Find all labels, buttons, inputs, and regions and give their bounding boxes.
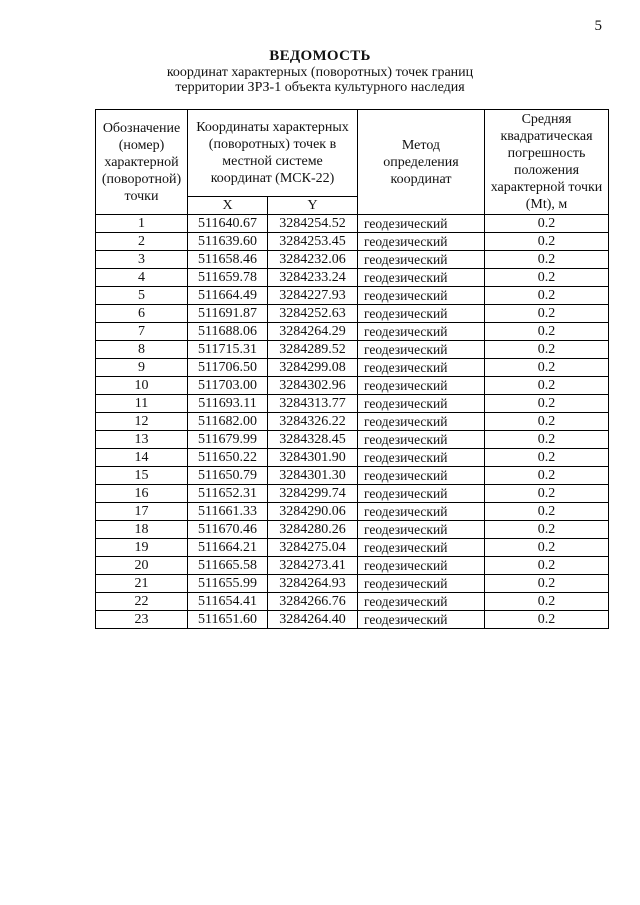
table-row bbox=[96, 449, 609, 467]
cell-accuracy: 0.2 bbox=[485, 395, 609, 413]
cell-x: 511651.60 bbox=[188, 611, 268, 629]
cell-point-number: 8 bbox=[96, 341, 188, 359]
cell-method: геодезический bbox=[358, 557, 485, 575]
cell-y: 3284264.29 bbox=[268, 323, 358, 341]
table-row bbox=[96, 323, 609, 341]
cell-method: геодезический bbox=[358, 215, 485, 233]
header-coordinates: Координаты характерных (поворотных) точек в местной системе координат (МСК-22) bbox=[188, 110, 358, 197]
cell-point-number: 11 bbox=[96, 395, 188, 413]
table-row bbox=[96, 251, 609, 269]
subtitle-line-1: координат характерных (поворотных) точек границ bbox=[166, 65, 474, 80]
cell-y: 3284232.06 bbox=[268, 251, 358, 269]
table-row bbox=[96, 539, 609, 557]
cell-method: геодезический bbox=[358, 269, 485, 287]
subtitle-line-2: территории ЗРЗ-1 объекта культурного наследия bbox=[175, 80, 465, 95]
cell-x: 511664.49 bbox=[188, 287, 268, 305]
cell-accuracy: 0.2 bbox=[485, 359, 609, 377]
cell-x: 511650.22 bbox=[188, 449, 268, 467]
cell-point-number: 10 bbox=[96, 377, 188, 395]
header-y: Y bbox=[268, 197, 358, 215]
cell-x: 511682.00 bbox=[188, 413, 268, 431]
cell-accuracy: 0.2 bbox=[485, 269, 609, 287]
cell-method: геодезический bbox=[358, 575, 485, 593]
cell-x: 511640.67 bbox=[188, 215, 268, 233]
cell-x: 511664.21 bbox=[188, 539, 268, 557]
cell-accuracy: 0.2 bbox=[485, 539, 609, 557]
table-row bbox=[96, 557, 609, 575]
cell-x: 511654.41 bbox=[188, 593, 268, 611]
cell-accuracy: 0.2 bbox=[485, 215, 609, 233]
cell-method: геодезический bbox=[358, 251, 485, 269]
cell-accuracy: 0.2 bbox=[485, 611, 609, 629]
header-accuracy: Средняя квадратическая погрешность положения характерной точки (Мt), м bbox=[485, 110, 609, 215]
cell-method: геодезический bbox=[358, 323, 485, 341]
cell-method: геодезический bbox=[358, 395, 485, 413]
cell-accuracy: 0.2 bbox=[485, 233, 609, 251]
cell-accuracy: 0.2 bbox=[485, 413, 609, 431]
cell-y: 3284264.40 bbox=[268, 611, 358, 629]
table-row bbox=[96, 359, 609, 377]
cell-accuracy: 0.2 bbox=[485, 377, 609, 395]
cell-point-number: 23 bbox=[96, 611, 188, 629]
cell-x: 511655.99 bbox=[188, 575, 268, 593]
cell-accuracy: 0.2 bbox=[485, 593, 609, 611]
table-row bbox=[96, 503, 609, 521]
cell-y: 3284233.24 bbox=[268, 269, 358, 287]
cell-accuracy: 0.2 bbox=[485, 251, 609, 269]
cell-method: геодезический bbox=[358, 593, 485, 611]
cell-y: 3284302.96 bbox=[268, 377, 358, 395]
cell-accuracy: 0.2 bbox=[485, 341, 609, 359]
cell-method: геодезический bbox=[358, 377, 485, 395]
table-row bbox=[96, 287, 609, 305]
header-method: Метод определения координат bbox=[358, 110, 485, 215]
cell-accuracy: 0.2 bbox=[485, 305, 609, 323]
cell-x: 511652.31 bbox=[188, 485, 268, 503]
cell-point-number: 21 bbox=[96, 575, 188, 593]
table-row bbox=[96, 413, 609, 431]
cell-x: 511703.00 bbox=[188, 377, 268, 395]
table-row bbox=[96, 395, 609, 413]
cell-x: 511706.50 bbox=[188, 359, 268, 377]
cell-accuracy: 0.2 bbox=[485, 503, 609, 521]
cell-point-number: 4 bbox=[96, 269, 188, 287]
table-row bbox=[96, 611, 609, 629]
cell-point-number: 1 bbox=[96, 215, 188, 233]
cell-method: геодезический bbox=[358, 611, 485, 629]
cell-point-number: 22 bbox=[96, 593, 188, 611]
cell-x: 511688.06 bbox=[188, 323, 268, 341]
table-row bbox=[96, 305, 609, 323]
cell-point-number: 15 bbox=[96, 467, 188, 485]
page-number: 5 bbox=[594, 18, 602, 34]
cell-x: 511670.46 bbox=[188, 521, 268, 539]
cell-accuracy: 0.2 bbox=[485, 431, 609, 449]
cell-method: геодезический bbox=[358, 449, 485, 467]
cell-accuracy: 0.2 bbox=[485, 449, 609, 467]
cell-point-number: 9 bbox=[96, 359, 188, 377]
cell-x: 511639.60 bbox=[188, 233, 268, 251]
coordinates-table bbox=[95, 109, 609, 629]
cell-x: 511661.33 bbox=[188, 503, 268, 521]
cell-y: 3284301.30 bbox=[268, 467, 358, 485]
table-row bbox=[96, 593, 609, 611]
cell-y: 3284328.45 bbox=[268, 431, 358, 449]
table-row bbox=[96, 575, 609, 593]
cell-point-number: 18 bbox=[96, 521, 188, 539]
cell-method: геодезический bbox=[358, 341, 485, 359]
cell-y: 3284254.52 bbox=[268, 215, 358, 233]
cell-y: 3284299.08 bbox=[268, 359, 358, 377]
cell-y: 3284289.52 bbox=[268, 341, 358, 359]
cell-method: геодезический bbox=[358, 503, 485, 521]
cell-y: 3284264.93 bbox=[268, 575, 358, 593]
table-row bbox=[96, 467, 609, 485]
table-row bbox=[96, 215, 609, 233]
cell-method: геодезический bbox=[358, 413, 485, 431]
cell-x: 511650.79 bbox=[188, 467, 268, 485]
cell-point-number: 16 bbox=[96, 485, 188, 503]
document-title: ВЕДОМОСТЬ bbox=[269, 48, 371, 64]
cell-y: 3284280.26 bbox=[268, 521, 358, 539]
cell-x: 511693.11 bbox=[188, 395, 268, 413]
cell-x: 511679.99 bbox=[188, 431, 268, 449]
cell-point-number: 3 bbox=[96, 251, 188, 269]
cell-x: 511715.31 bbox=[188, 341, 268, 359]
table-row bbox=[96, 233, 609, 251]
cell-accuracy: 0.2 bbox=[485, 521, 609, 539]
header-point: Обозначение (номер) характерной (поворотной) точки bbox=[96, 110, 188, 215]
cell-point-number: 14 bbox=[96, 449, 188, 467]
cell-point-number: 5 bbox=[96, 287, 188, 305]
cell-y: 3284313.77 bbox=[268, 395, 358, 413]
cell-point-number: 7 bbox=[96, 323, 188, 341]
cell-y: 3284252.63 bbox=[268, 305, 358, 323]
cell-method: геодезический bbox=[358, 539, 485, 557]
table-row bbox=[96, 269, 609, 287]
cell-y: 3284266.76 bbox=[268, 593, 358, 611]
table-row bbox=[96, 485, 609, 503]
cell-method: геодезический bbox=[358, 287, 485, 305]
document-subtitle bbox=[0, 65, 640, 95]
cell-accuracy: 0.2 bbox=[485, 467, 609, 485]
cell-x: 511691.87 bbox=[188, 305, 268, 323]
table-row bbox=[96, 521, 609, 539]
cell-method: геодезический bbox=[358, 521, 485, 539]
cell-x: 511658.46 bbox=[188, 251, 268, 269]
cell-accuracy: 0.2 bbox=[485, 323, 609, 341]
cell-accuracy: 0.2 bbox=[485, 287, 609, 305]
cell-y: 3284301.90 bbox=[268, 449, 358, 467]
cell-method: геодезический bbox=[358, 305, 485, 323]
cell-method: геодезический bbox=[358, 431, 485, 449]
cell-y: 3284275.04 bbox=[268, 539, 358, 557]
cell-y: 3284227.93 bbox=[268, 287, 358, 305]
header-x: X bbox=[188, 197, 268, 215]
cell-method: геодезический bbox=[358, 233, 485, 251]
cell-point-number: 19 bbox=[96, 539, 188, 557]
table-body bbox=[96, 215, 609, 629]
cell-point-number: 2 bbox=[96, 233, 188, 251]
cell-point-number: 20 bbox=[96, 557, 188, 575]
cell-x: 511659.78 bbox=[188, 269, 268, 287]
cell-method: геодезический bbox=[358, 359, 485, 377]
table-row bbox=[96, 341, 609, 359]
cell-method: геодезический bbox=[358, 467, 485, 485]
cell-y: 3284273.41 bbox=[268, 557, 358, 575]
cell-y: 3284290.06 bbox=[268, 503, 358, 521]
cell-point-number: 12 bbox=[96, 413, 188, 431]
cell-method: геодезический bbox=[358, 485, 485, 503]
cell-y: 3284299.74 bbox=[268, 485, 358, 503]
cell-y: 3284326.22 bbox=[268, 413, 358, 431]
cell-x: 511665.58 bbox=[188, 557, 268, 575]
cell-accuracy: 0.2 bbox=[485, 557, 609, 575]
cell-point-number: 17 bbox=[96, 503, 188, 521]
table-row bbox=[96, 377, 609, 395]
cell-point-number: 6 bbox=[96, 305, 188, 323]
cell-accuracy: 0.2 bbox=[485, 575, 609, 593]
cell-y: 3284253.45 bbox=[268, 233, 358, 251]
cell-point-number: 13 bbox=[96, 431, 188, 449]
table-row bbox=[96, 431, 609, 449]
cell-accuracy: 0.2 bbox=[485, 485, 609, 503]
